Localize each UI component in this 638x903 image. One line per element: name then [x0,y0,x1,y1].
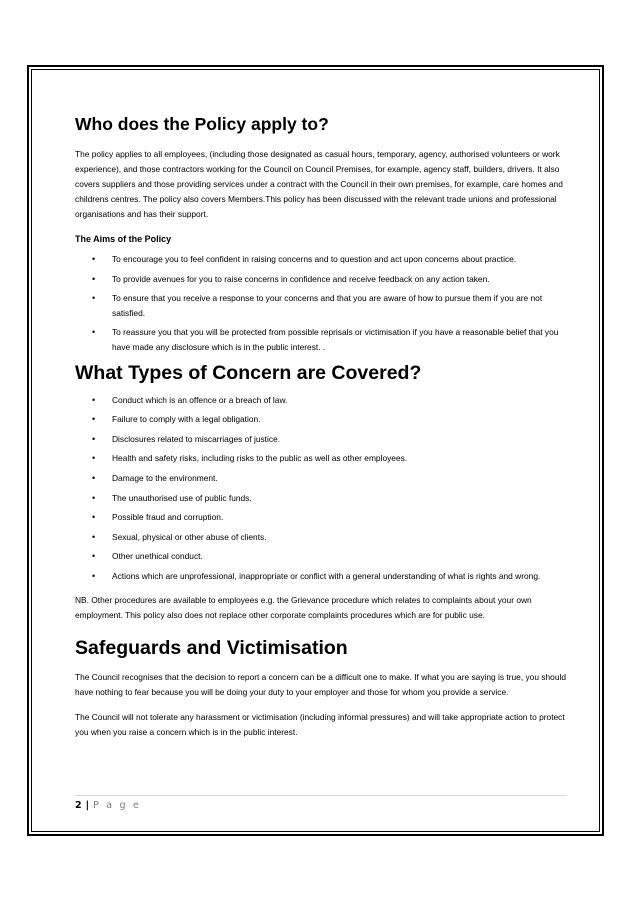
concern-types-list [75,393,567,584]
bullet-icon: • [92,327,96,338]
list-item [75,252,567,267]
list-item-text: To encourage you to feel confident in raising concerns and to question and act upon concerns about practice. [112,254,517,264]
page-label: P a g e [93,800,141,811]
list-item-text: Conduct which is an offence or a breach of law. [112,394,288,405]
list-item-text: Possible fraud and corruption. [112,512,224,523]
list-item-text: Disclosures related to miscarriages of justice. [112,433,281,444]
bullet-icon: • [92,254,96,264]
bullet-icon: • [92,570,96,581]
policy-scope-paragraph: The policy applies to all employees, (including those designated as casual hours, temporary, agency, authorised volunteers or work experience), and those contractors working for the Council on Council Premises, for example, agency staff, builders, drivers. It also covers suppliers and those providing services under a contract with the Council in their own premises, for example, care homes and childrens centres. The policy also covers Members.This policy has been discussed with the relevant trade unions and professional organisations and has their support. [75,149,563,219]
list-item [75,530,567,545]
bullet-icon: • [92,472,96,483]
list-item-text: Health and safety risks, including risks to the public as well as other employees. [112,453,408,464]
bullet-icon: • [92,492,96,503]
list-item [75,491,567,506]
list-item [75,432,567,447]
section-heading-safeguards: Safeguards and Victimisation [75,636,348,659]
section-heading-concern-types: What Types of Concern are Covered? [75,361,422,384]
list-item [75,291,567,320]
bullet-icon: • [92,531,96,542]
safeguards-paragraph-1: The Council recognises that the decision to report a concern can be a difficult one to make. If what you are saying is true, you should have nothing to fear because you will be doing your duty to your employer and those for whom you provide a service. [75,671,566,697]
list-item-text: Failure to comply with a legal obligation. [112,414,261,425]
aims-subheading: The Aims of the Policy [75,234,172,244]
list-item [75,412,567,427]
list-item-text: Sexual, physical or other abuse of clients. [112,531,267,542]
list-item-text: Damage to the environment. [112,472,218,483]
list-item-text: To ensure that you receive a response to your concerns and that you are aware of how to pursue them if you are not satisfied. [112,293,543,318]
list-item [75,451,567,466]
bullet-icon: • [92,551,96,562]
list-item [75,510,567,525]
bullet-icon: • [92,394,96,405]
list-item-text: Other unethical conduct. [112,551,203,562]
footer-separator: | [85,800,90,811]
bullet-icon: • [92,293,96,304]
list-item [75,569,567,584]
page-content [75,113,567,740]
list-item [75,393,567,408]
list-item-text: Actions which are unprofessional, inappropriate or conflict with a general understanding of what is rights and wrong. [112,570,541,581]
bullet-icon: • [92,453,96,464]
section-heading-policy-scope: Who does the Policy apply to? [75,114,329,134]
footer-divider [75,795,567,796]
bullet-icon: • [92,512,96,523]
list-item [75,272,567,287]
list-item-text: To reassure you that you will be protected from possible reprisals or victimisation if you have a reasonable belief that you have made any disclosure which is in the public interest. . [112,327,559,352]
safeguards-paragraph-2: The Council will not tolerate any harassment or victimisation (including informal pressures) and will take appropriate action to protect you when you raise a concern which is in the public interest. [75,711,565,737]
page-footer [75,799,141,813]
list-item-text: To provide avenues for you to raise concerns in confidence and receive feedback on any action taken. [112,273,490,284]
list-item-text: The unauthorised use of public funds. [112,492,252,503]
list-item [75,549,567,564]
concern-types-note: NB. Other procedures are available to employees e.g. the Grievance procedure which relates to complaints about your own employment. This policy also does not replace other corporate complaints procedures which are for public use. [75,594,532,620]
list-item [75,325,567,354]
bullet-icon: • [92,414,96,425]
page-number: 2 [75,800,82,811]
bullet-icon: • [92,273,96,284]
aims-list [75,252,567,355]
bullet-icon: • [92,433,96,444]
list-item [75,471,567,486]
